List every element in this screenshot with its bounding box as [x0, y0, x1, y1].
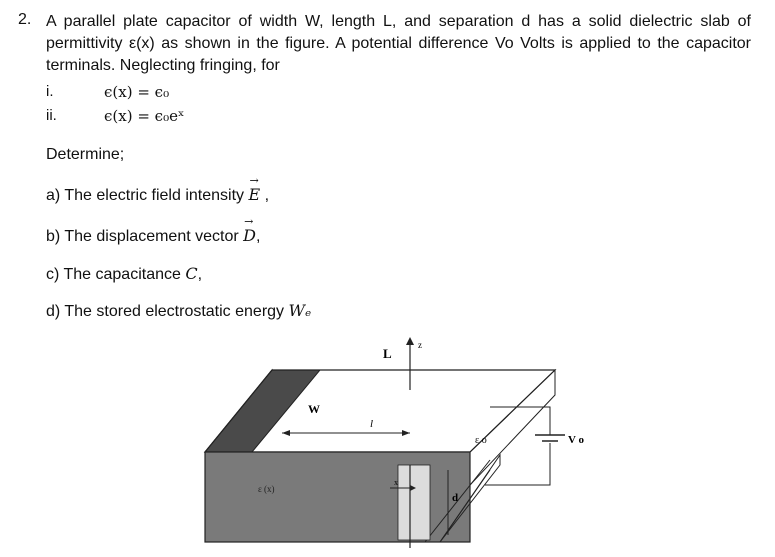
question-number: 2.	[18, 11, 32, 28]
label-eps0: ε o	[475, 435, 487, 446]
case-equation: ϵ(x) = ϵ₀	[104, 83, 170, 101]
part-c	[46, 264, 202, 284]
label-Vo: V o	[568, 434, 584, 446]
wire-bottom	[485, 443, 550, 485]
case-number: i.	[46, 83, 54, 100]
math-symbol: C	[185, 264, 198, 283]
label-x: x	[394, 478, 398, 487]
part-text: c) The capacitance	[46, 266, 186, 283]
z-arrow	[406, 337, 414, 345]
question-intro: A parallel plate capacitor of width W, length L, and separation d has a solid dielectric slab of permittivity ε(x) as shown in the figure. A potential difference Vo Volts is applied to the capacitor terminals. Neglecting fringing, for	[46, 13, 751, 74]
label-z: z	[418, 340, 422, 350]
vector-symbol: → E	[248, 185, 260, 204]
part-text: d) The stored electrostatic energy	[46, 303, 289, 320]
part-tail: ,	[255, 228, 261, 245]
part-d	[46, 301, 311, 321]
part-tail: ,	[197, 266, 203, 283]
label-d: d	[452, 492, 459, 504]
math-symbol: Wₑ	[288, 301, 312, 320]
label-eps-x: ε (x)	[258, 484, 275, 494]
label-l: l	[370, 418, 374, 430]
determine-label: Determine;	[46, 146, 125, 163]
case-equation: ϵ(x) = ϵ₀eˣ	[104, 107, 185, 125]
part-b	[46, 226, 260, 246]
vector-symbol: → D	[243, 226, 256, 245]
part-tail: ,	[260, 187, 270, 204]
part-text: b) The displacement vector	[46, 228, 244, 245]
part-a	[46, 185, 269, 205]
label-W: W	[308, 402, 320, 416]
capacitor-figure	[200, 335, 620, 550]
top-plate	[205, 370, 555, 452]
part-text: a) The electric field intensity	[46, 187, 249, 204]
slab-cut	[398, 465, 430, 540]
case-number: ii.	[46, 107, 57, 124]
label-L: L	[383, 346, 392, 361]
